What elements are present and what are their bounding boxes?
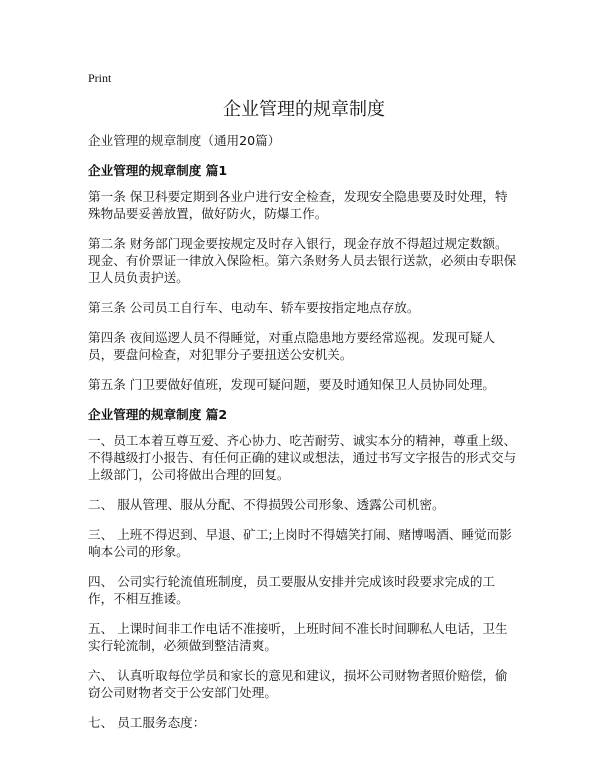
paragraph: 六、 认真听取每位学员和家长的意见和建议，损坏公司财物者照价赔偿，偷窃公司财物者交于公安部门处理。 xyxy=(88,668,508,700)
section-heading: 企业管理的规章制度 篇2 xyxy=(88,407,228,422)
document-page xyxy=(88,70,520,744)
paragraph: 四、 公司实行轮流值班制度，员工要服从安排并完成该时段要求完成的工作，不相互推诿。 xyxy=(88,574,496,606)
print-link[interactable]: Print xyxy=(88,71,112,85)
paragraph: 第五条 门卫要做好值班，发现可疑问题，要及时通知保卫人员协同处理。 xyxy=(88,377,496,392)
paragraph: 二、 服从管理、服从分配、不得损毁公司形象、透露公司机密。 xyxy=(88,497,445,512)
paragraph: 第三条 公司员工自行车、电动车、轿车要按指定地点存放。 xyxy=(88,300,420,315)
document-subtitle: 企业管理的规章制度（通用20篇） xyxy=(88,133,281,148)
section-2 xyxy=(88,406,520,731)
paragraph: 第四条 夜间巡逻人员不得睡觉，对重点隐患地方要经常巡视。发现可疑人员，要盘问检查，对犯罪分子要扭送公安机关。 xyxy=(88,330,496,362)
paragraph: 七、 员工服务态度： xyxy=(88,715,206,730)
paragraph: 五、 上课时间非工作电话不准接听，上班时间不准长时间聊私人电话，卫生实行轮流制，必须做到整洁清爽。 xyxy=(88,621,508,653)
section-heading: 企业管理的规章制度 篇1 xyxy=(88,163,228,178)
paragraph: 第二条 财务部门现金要按规定及时存入银行，现金存放不得超过规定数额。现金、有价票证一律放入保险柜。第六条财务人员去银行送款，必须由专职保卫人员负责护送。 xyxy=(88,236,517,285)
section-1 xyxy=(88,162,520,393)
document-title: 企业管理的规章制度 xyxy=(223,99,385,120)
paragraph: 一、员工本着互尊互爱、齐心协力、吃苦耐劳、诚实本分的精神，尊重上级、不得越级打小报告、有任何正确的建议或想法，通过书写文字报告的形式交与上级部门，公司将做出合理的回复。 xyxy=(88,433,517,482)
paragraph: 三、 上班不得迟到、早退、矿工;上岗时不得嬉笑打闹、赌博喝酒、睡觉而影响本公司的形象。 xyxy=(88,527,512,559)
paragraph: 第一条 保卫科要定期到各业户进行安全检查，发现安全隐患要及时处理，特殊物品要妥善放置，做好防火，防爆工作。 xyxy=(88,189,508,221)
